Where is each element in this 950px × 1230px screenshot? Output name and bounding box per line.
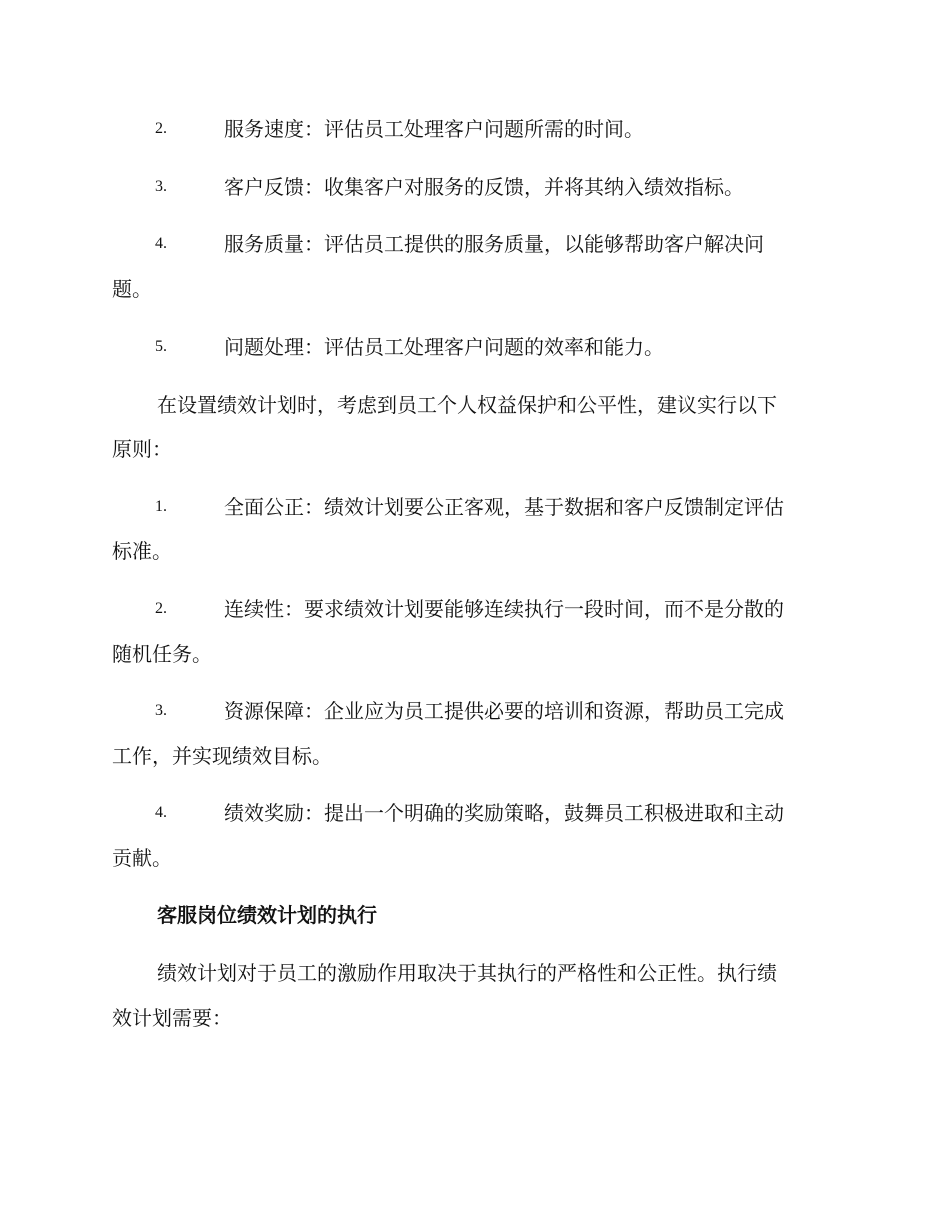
list2-item-text: 连续性：要求绩效计划要能够连续执行一段时间，而不是分散的 [224,597,784,621]
list2-item-text: 绩效奖励：提出一个明确的奖励策略，鼓舞员工积极进取和主动 [224,801,784,825]
list2-item-number: 4. [155,804,167,821]
list2-item-number: 1. [155,498,167,515]
list2-item-text-continued: 随机任务。 [112,642,212,666]
principles-intro-paragraph-continued: 原则： [112,437,172,461]
list2-item-text-continued: 贡献。 [112,846,172,870]
list2-item-number: 3. [155,702,167,719]
list1-item-number: 4. [155,235,167,252]
list1-item-text: 客户反馈：收集客户对服务的反馈，并将其纳入绩效指标。 [224,175,744,199]
list1-item-number: 2. [155,120,167,137]
list1-item-number: 3. [155,178,167,195]
list2-item-text: 全面公正：绩效计划要公正客观，基于数据和客户反馈制定评估 [224,495,784,519]
list2-item-text-continued: 工作，并实现绩效目标。 [112,744,332,768]
section-heading: 客服岗位绩效计划的执行 [157,903,377,927]
list1-item-text-continued: 题。 [112,277,152,301]
execution-intro-paragraph-continued: 效计划需要： [112,1006,232,1030]
list1-item-text: 问题处理：评估员工处理客户问题的效率和能力。 [224,335,664,359]
list1-item-text: 服务质量：评估员工提供的服务质量，以能够帮助客户解决问 [224,232,764,256]
list1-item-text: 服务速度：评估员工处理客户问题所需的时间。 [224,117,644,141]
list2-item-text-continued: 标准。 [112,539,172,563]
list1-item-number: 5. [155,338,167,355]
principles-intro-paragraph: 在设置绩效计划时，考虑到员工个人权益保护和公平性，建议实行以下 [157,393,777,417]
list2-item-number: 2. [155,600,167,617]
execution-intro-paragraph: 绩效计划对于员工的激励作用取决于其执行的严格性和公正性。执行绩 [157,961,777,985]
list2-item-text: 资源保障：企业应为员工提供必要的培训和资源，帮助员工完成 [224,699,784,723]
